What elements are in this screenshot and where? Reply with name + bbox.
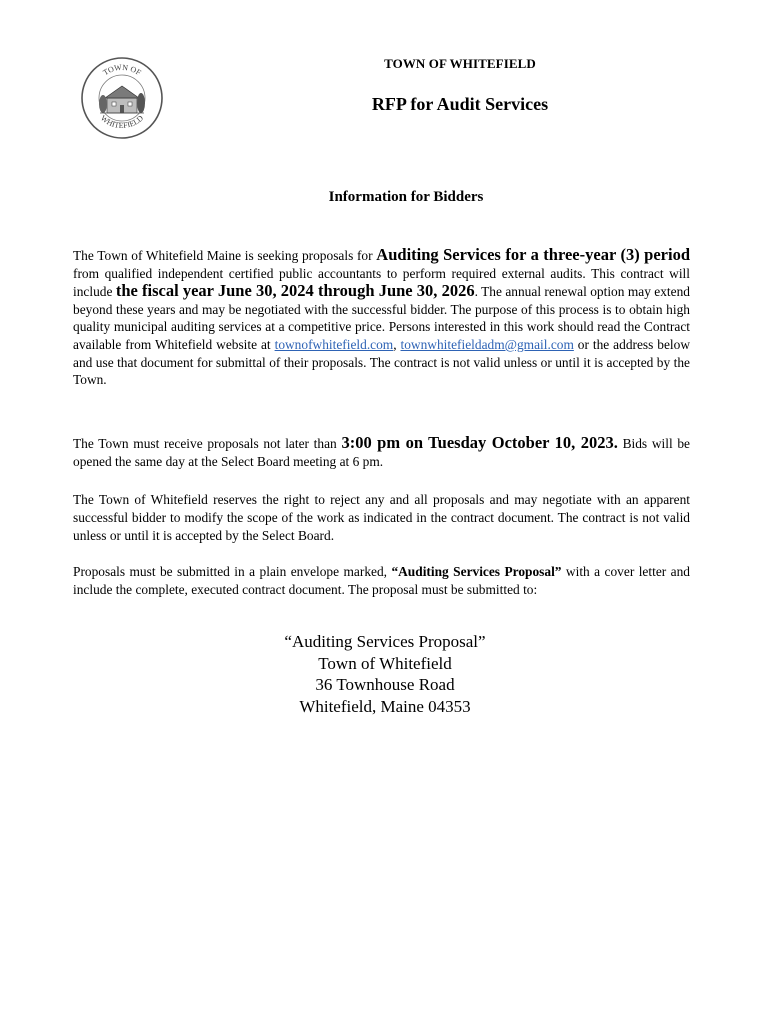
text-run: with a cover letter and include the complete, executed contract document. The proposal must be submitted to: — [73, 564, 690, 597]
address-line-town: Town of Whitefield — [318, 653, 452, 673]
email-link[interactable]: townwhitefieldadm@gmail.com — [400, 336, 574, 352]
address-line-label: “Auditing Services Proposal” — [284, 632, 486, 651]
paragraph-submission — [73, 563, 690, 599]
address-line-city: Whitefield, Maine 04353 — [299, 696, 471, 716]
text-run: The Town of Whitefield Maine is seeking proposals for — [73, 248, 377, 263]
emphasis-envelope-label: “Auditing Services Proposal” — [391, 564, 562, 579]
address-line-street: 36 Townhouse Road — [315, 675, 455, 694]
document-title: RFP for Audit Services — [371, 94, 549, 114]
emphasis-deadline: 3:00 pm on Tuesday October 10, 2023. — [341, 433, 618, 452]
mailing-address-block — [0, 631, 770, 717]
paragraph-rights: The Town of Whitefield reserves the right to reject any and all proposals and may negotiate with an apparent successful bidder to modify the scope of the work as indicated in the contract document. The contract is not valid unless or until it is accepted by the Select Board. — [73, 492, 690, 543]
svg-text:WHITEFIELD: WHITEFIELD — [98, 113, 146, 131]
text-run: Proposals must be submitted in a plain envelope marked, — [73, 564, 392, 579]
text-run: from qualified independent certified public accountants to perform required external audits. This contract will include — [73, 265, 690, 300]
section-heading: Information for Bidders — [328, 189, 484, 205]
svg-text:TOWN OF: TOWN OF — [101, 62, 143, 78]
emphasis-fiscal-years: the fiscal year June 30, 2024 through June 30, 2026 — [115, 281, 475, 301]
website-link[interactable]: townofwhitefield.com — [274, 336, 394, 352]
text-run: Bids will be opened the same day at the Select Board meeting at 6 pm. — [73, 436, 690, 469]
text-run: or the address below and use that document for submittal of their proposals. The contract is not valid unless or until it is accepted by the Town. — [73, 336, 690, 388]
text-run: . The annual renewal option may extend beyond these years and may be negotiated with the successful bidder. The purpose of this process is to obtain high quality municipal auditing services at a competitive price. Persons interested in this work should read the Contract available from Whitefield website at — [73, 284, 690, 352]
town-seal-logo — [80, 56, 164, 140]
paragraph-deadline — [73, 434, 690, 471]
paragraph-intro — [73, 246, 690, 389]
text-run: The Town must receive proposals not later than — [73, 436, 342, 451]
emphasis-contract-period: Auditing Services for a three-year (3) period — [376, 245, 690, 264]
text-run: , — [393, 336, 401, 352]
town-name-heading: TOWN OF WHITEFIELD — [384, 56, 536, 71]
